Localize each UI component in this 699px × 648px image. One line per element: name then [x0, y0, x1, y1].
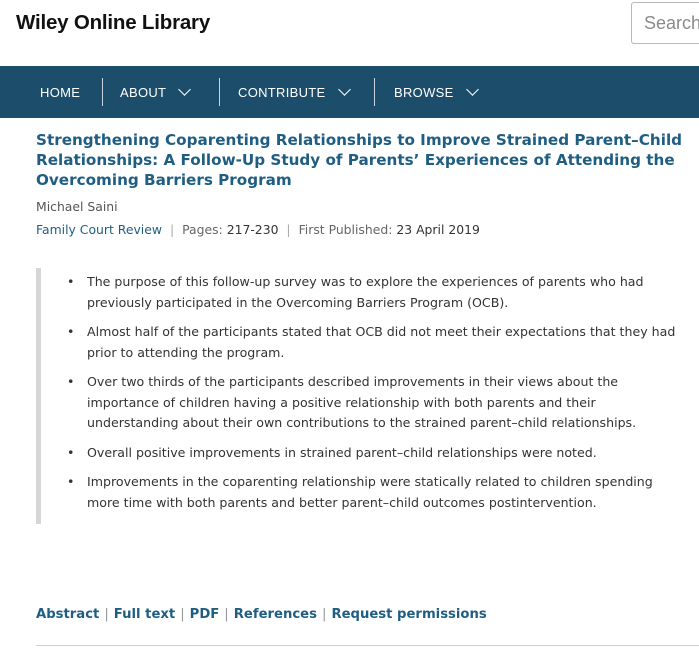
nav-home[interactable]	[40, 66, 80, 118]
nav-contribute-label: CONTRIBUTE	[238, 84, 326, 100]
nav-contribute[interactable]	[238, 66, 349, 118]
highlight-item: • Improvements in the coparenting relationship were statically related to children spending more time with both parents and better parent–child outcomes postintervention.	[87, 472, 681, 513]
published-label: First Published:	[298, 222, 393, 237]
meta-separator: |	[286, 222, 291, 237]
full-text-link[interactable]: Full text	[113, 607, 176, 622]
published-date: 23 April 2019	[396, 222, 480, 237]
article-links	[36, 607, 487, 622]
abstract-link[interactable]: Abstract	[36, 607, 100, 622]
article-meta	[36, 222, 686, 237]
highlight-item: • Overall positive improvements in strained parent–child relationships were noted.	[87, 443, 681, 464]
article-highlights	[36, 268, 681, 524]
request-permissions-link[interactable]: Request permissions	[331, 607, 487, 622]
site-header	[0, 0, 699, 66]
nav-divider	[102, 78, 103, 106]
references-link[interactable]: References	[233, 607, 317, 622]
chevron-down-icon	[338, 83, 351, 96]
pdf-link[interactable]: PDF	[189, 607, 220, 622]
nav-browse[interactable]	[394, 66, 477, 118]
divider	[36, 645, 699, 646]
article-title[interactable]: Strengthening Coparenting Relationships to Improve Strained Parent–Child Relationships: A Follow-Up Study of Parents’ Experiences of Attending the Overcoming Barriers Program	[36, 131, 683, 189]
meta-separator: |	[169, 222, 175, 237]
site-logo[interactable]: Wiley Online Library	[16, 11, 211, 34]
pages-label: Pages:	[182, 222, 223, 237]
highlight-item: • Over two thirds of the participants described improvements in their views about the importance of children having a positive relationship with both parents and their understanding about their own contributions to the strained parent–child relationships.	[87, 372, 681, 434]
link-separator: |	[224, 607, 229, 622]
article-author[interactable]: Michael Saini	[36, 199, 118, 214]
nav-divider	[219, 78, 220, 106]
highlight-item: • The purpose of this follow-up survey was to explore the experiences of parents who had previously participated in the Overcoming Barriers Program (OCB).	[87, 272, 681, 313]
nav-about[interactable]	[120, 66, 189, 118]
highlights-list	[41, 272, 681, 513]
nav-browse-label: BROWSE	[394, 84, 454, 100]
search-input[interactable]	[631, 2, 699, 44]
link-separator: |	[180, 607, 185, 622]
link-separator: |	[104, 607, 109, 622]
link-separator: |	[321, 607, 327, 622]
highlight-item: • Almost half of the participants stated that OCB did not meet their expectations that they had prior to attending the program.	[87, 322, 681, 363]
chevron-down-icon	[178, 83, 191, 96]
pages-value: 217-230	[226, 222, 279, 237]
journal-link[interactable]: Family Court Review	[36, 222, 162, 237]
nav-home-label: HOME	[40, 84, 81, 100]
nav-divider	[374, 78, 375, 106]
main-nav	[0, 66, 699, 118]
nav-about-label: ABOUT	[120, 84, 167, 100]
chevron-down-icon	[466, 83, 479, 96]
article-entry	[36, 130, 686, 237]
